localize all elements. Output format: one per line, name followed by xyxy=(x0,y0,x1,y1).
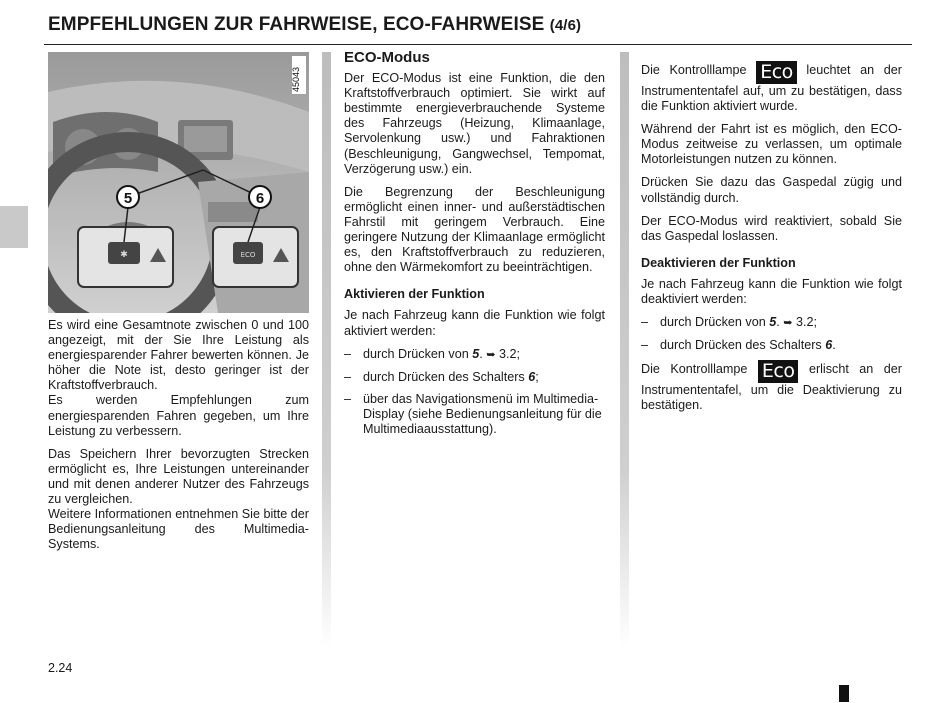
paragraph-lamp-on: Die Kontrolllampe Eco leuchtet an der Instrumententafel auf, um zu bestätigen, dass die Funktion aktiviert wurde. xyxy=(641,61,902,114)
eco-warning-lamp-icon: Eco xyxy=(756,61,797,84)
paragraph-eco-intro: Der ECO-Modus ist eine Funktion, die den Kraftstoffverbrauch optimiert. Sie wirkt auf bestimmte energieverbrauchende Systeme des Fahrzeugs (Heizung, Klimaanlage, Servolenkung usw.) und Fahraktionen (Beschleunigung, Gangwechsel, Tempomat, Verzögerung usw.) ein. xyxy=(344,71,605,176)
column-2 xyxy=(344,50,605,444)
eco-warning-lamp-icon: Eco xyxy=(758,360,799,383)
list-item: – durch Drücken von 5. ➥ 3.2; xyxy=(641,315,817,330)
corner-mark xyxy=(839,685,849,702)
subheading-deactivate: Deaktivieren der Funktion xyxy=(641,255,796,270)
list-item: – über das Navigationsmenü im Multimedia-Display (siehe Bedienungsanleitung für die Multimediaausstattung). xyxy=(344,391,602,436)
callout-5: 5 xyxy=(123,190,133,207)
page-ref-arrow-icon: ➥ xyxy=(783,317,793,330)
list-item: – durch Drücken des Schalters 6. xyxy=(641,338,836,353)
section-heading-eco-mode: ECO-Modus xyxy=(344,49,430,66)
image-code: 45043 xyxy=(291,66,301,92)
page-number: 2.24 xyxy=(48,661,73,675)
page-ref-arrow-icon: ➥ xyxy=(486,348,496,361)
paragraph-leave-eco: Während der Fahrt ist es möglich, den ECO-Modus zeitweise zu verlassen, um optimale Motorleistungen nutzen zu können. xyxy=(641,122,902,167)
paragraph-routes: Das Speichern Ihrer bevorzugten Strecken ermöglicht es, Ihre Leistungen untereinander und mit denen anderer Nutzer des Fahrzeugs zu vergleichen. xyxy=(48,446,309,507)
paragraph-recommendations: Es werden Empfehlungen zum energiesparenden Fahren gegeben, um Ihre Leistung zu verbessern. xyxy=(48,393,309,438)
paragraph-more-info: Weitere Informationen entnehmen Sie bitte der Bedienungsanleitung des Multimedia-Systems. xyxy=(48,507,309,552)
column-1 xyxy=(48,318,309,560)
column-divider-1 xyxy=(322,52,331,647)
paragraph-deactivate-intro: Je nach Fahrzeug kann die Funktion wie folgt deaktiviert werden: xyxy=(641,276,902,307)
header-rule xyxy=(44,44,912,45)
dashboard-illustration xyxy=(48,52,309,313)
paragraph-reactivate: Der ECO-Modus wird reaktiviert, sobald Sie das Gaspedal loslassen. xyxy=(641,213,902,243)
page-title: EMPFEHLUNGEN ZUR FAHRWEISE, ECO-FAHRWEISE (4/6) xyxy=(48,14,582,35)
eco-button-label: ECO xyxy=(240,251,256,259)
column-divider-2 xyxy=(620,52,629,647)
paragraph-accelerator: Drücken Sie dazu das Gaspedal zügig und vollständig durch. xyxy=(641,175,902,205)
list-item: – durch Drücken des Schalters 6; xyxy=(344,369,539,384)
svg-text:✱: ✱ xyxy=(120,250,128,260)
paragraph-activate-intro: Je nach Fahrzeug kann die Funktion wie folgt aktiviert werden: xyxy=(344,308,605,338)
paragraph-score: Es wird eine Gesamtnote zwischen 0 und 100 angezeigt, mit der Sie Ihre Leistung als energiesparender Fahrer bewerten können. Je höher die Note ist, desto geringer ist der Kraftstoffverbrauch. xyxy=(48,318,309,393)
chapter-tab xyxy=(0,206,28,248)
activate-list xyxy=(344,347,605,437)
paragraph-lamp-off: Die Kontrolllampe Eco erlischt an der Instrumententafel, um die Deaktivierung zu bestätigen. xyxy=(641,360,902,413)
column-3 xyxy=(641,61,902,422)
paragraph-acceleration: Die Begrenzung der Beschleunigung ermöglicht einen inner- und außerstädtischen Fahrstil mit geringem Verbrauch. Eine geringere Nutzung der Klimaanlage ermöglicht es, den Kraftstoffverbrauch zu reduzieren, ohne den Wärmekomfort zu beeinträchtigen. xyxy=(344,184,605,275)
page-ref: (4/6) xyxy=(549,17,582,34)
callout-6: 6 xyxy=(255,190,265,207)
deactivate-list xyxy=(641,315,902,353)
subheading-activate: Aktivieren der Funktion xyxy=(344,287,485,302)
list-item: – durch Drücken von 5. ➥ 3.2; xyxy=(344,346,520,361)
